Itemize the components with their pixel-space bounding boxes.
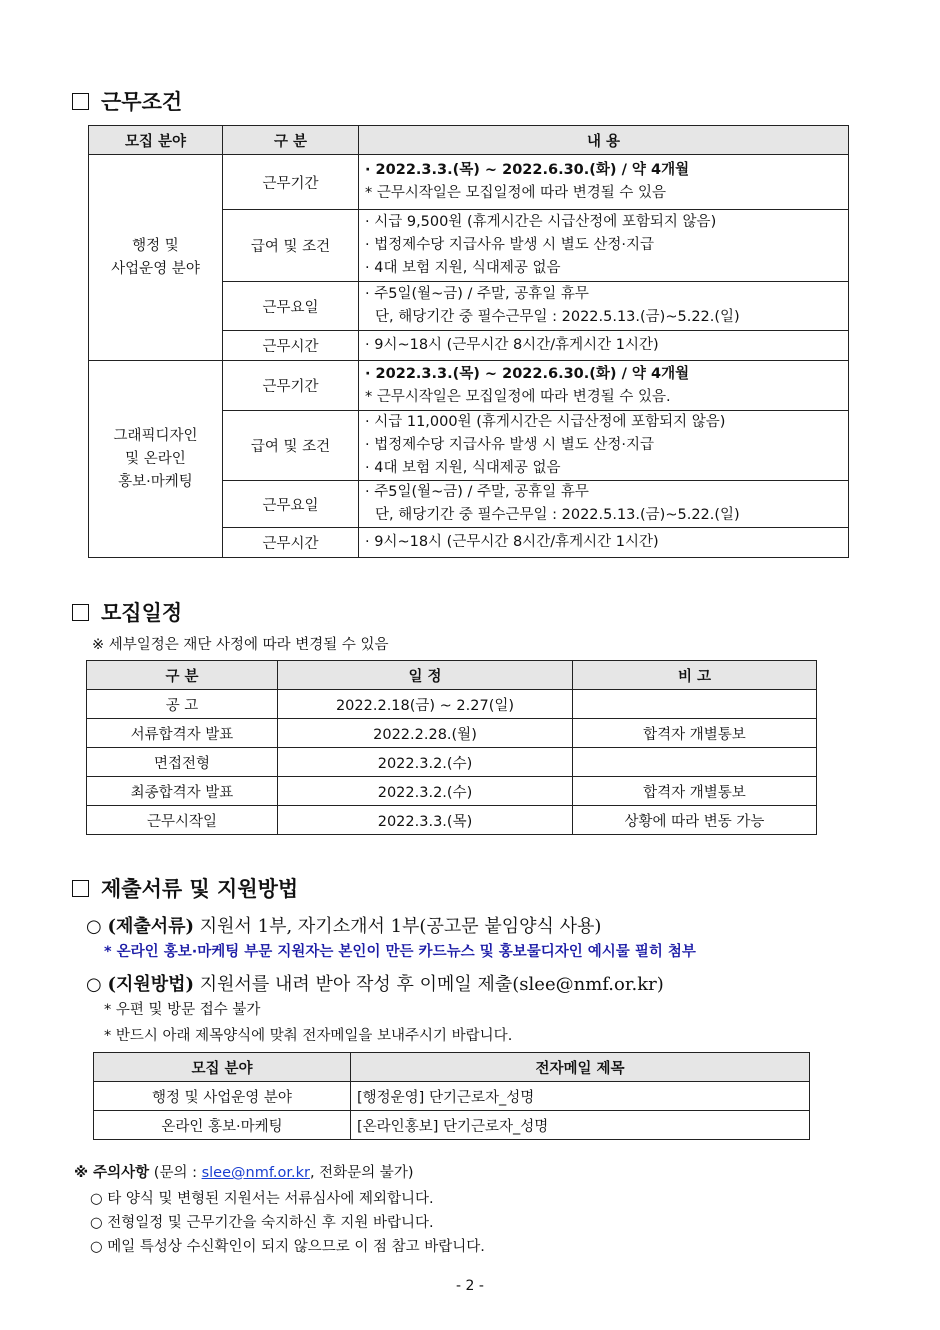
work-conditions-table bbox=[88, 125, 849, 558]
checkbox-square-icon bbox=[72, 604, 89, 621]
method-note: * 우편 및 방문 접수 불가 bbox=[104, 1002, 261, 1018]
row-content: · 9시~18시 (근무시간 8시간/휴게시간 1시간) bbox=[359, 331, 849, 361]
table-header: 구 분 bbox=[87, 661, 278, 690]
table-header: 구 분 bbox=[223, 126, 359, 155]
circle-bullet-icon: ○ bbox=[86, 974, 108, 995]
section-schedule bbox=[72, 597, 182, 627]
circle-bullet-icon: ○ bbox=[86, 916, 108, 937]
method-note: * 반드시 아래 제목양식에 맞춰 전자메일을 보내주시기 바랍니다. bbox=[104, 1028, 513, 1044]
section-title: 모집일정 bbox=[101, 600, 183, 625]
row-label: 근무시간 bbox=[223, 331, 359, 361]
table-row: 근무시작일 2022.3.3.(목) 상황에 따라 변동 가능 bbox=[87, 806, 817, 835]
row-label: 근무기간 bbox=[223, 155, 359, 210]
email-title-table bbox=[93, 1052, 810, 1140]
schedule-note: ※ 세부일정은 재단 사정에 따라 변경될 수 있음 bbox=[92, 637, 389, 653]
caution-item: ○ 전형일정 및 근무기간을 숙지하신 후 지원 바랍니다. bbox=[90, 1215, 434, 1231]
method-bullet: ○ (지원방법) 지원서를 내려 받아 작성 후 이메일 제출(slee@nmf.or.kr) bbox=[86, 974, 664, 995]
row-label: 급여 및 조건 bbox=[223, 411, 359, 481]
table-row: 면접전형 2022.3.2.(수) bbox=[87, 748, 817, 777]
section-title: 근무조건 bbox=[101, 89, 183, 114]
caution-item: ○ 타 양식 및 변형된 지원서는 서류심사에 제외합니다. bbox=[90, 1191, 434, 1207]
contact-email-link[interactable]: slee@nmf.or.kr bbox=[201, 1165, 310, 1181]
table-row: 최종합격자 발표 2022.3.2.(수) 합격자 개별통보 bbox=[87, 777, 817, 806]
row-content: · 주5일(월~금) / 주말, 공휴일 휴무 단, 해당기간 중 필수근무일 : 2022.5.13.(금)~5.22.(일) bbox=[359, 282, 849, 331]
caution-header: ※ 주의사항 (문의 : slee@nmf.or.kr, 전화문의 불가) bbox=[74, 1165, 414, 1181]
table-header: 모집 분야 bbox=[94, 1053, 351, 1082]
table-row: 서류합격자 발표 2022.2.28.(월) 합격자 개별통보 bbox=[87, 719, 817, 748]
table-header: 일 정 bbox=[278, 661, 573, 690]
table-row: 온라인 홍보·마케팅 [온라인홍보] 단기근로자_성명 bbox=[94, 1111, 810, 1140]
docs-note: * 온라인 홍보·마케팅 부문 지원자는 본인이 만든 카드뉴스 및 홍보물디자인 예시물 필히 첨부 bbox=[104, 944, 696, 960]
row-content: · 시급 11,000원 (휴게시간은 시급산정에 포함되지 않음) · 법정제수당 지급사유 발생 시 별도 산정·지급 · 4대 보험 지원, 식대제공 없음 bbox=[359, 411, 849, 481]
row-content: · 시급 9,500원 (휴게시간은 시급산정에 포함되지 않음) · 법정제수당 지급사유 발생 시 별도 산정·지급 · 4대 보험 지원, 식대제공 없음 bbox=[359, 210, 849, 282]
table-header: 내 용 bbox=[359, 126, 849, 155]
section-title: 제출서류 및 지원방법 bbox=[101, 876, 299, 901]
checkbox-square-icon bbox=[72, 93, 89, 110]
section-submission bbox=[72, 873, 298, 903]
field-cell: 행정 및 사업운영 분야 bbox=[89, 155, 223, 361]
section-work-conditions bbox=[72, 86, 182, 116]
row-label: 근무기간 bbox=[223, 361, 359, 411]
row-content: · 9시~18시 (근무시간 8시간/휴게시간 1시간) bbox=[359, 528, 849, 558]
row-content: · 2022.3.3.(목) ~ 2022.6.30.(화) / 약 4개월 * 근무시작일은 모집일정에 따라 변경될 수 있음 bbox=[359, 155, 849, 210]
table-header: 모집 분야 bbox=[89, 126, 223, 155]
docs-bullet: ○ (제출서류) 지원서 1부, 자기소개서 1부(공고문 붙임양식 사용) bbox=[86, 916, 602, 937]
table-row: 행정 및 사업운영 분야 [행정운영] 단기근로자_성명 bbox=[94, 1082, 810, 1111]
caution-item: ○ 메일 특성상 수신확인이 되지 않으므로 이 점 참고 바랍니다. bbox=[90, 1239, 485, 1255]
row-label: 근무요일 bbox=[223, 282, 359, 331]
table-header: 비 고 bbox=[573, 661, 817, 690]
row-content: · 2022.3.3.(목) ~ 2022.6.30.(화) / 약 4개월 * 근무시작일은 모집일정에 따라 변경될 수 있음. bbox=[359, 361, 849, 411]
row-label: 급여 및 조건 bbox=[223, 210, 359, 282]
schedule-table bbox=[86, 660, 817, 835]
row-label: 근무시간 bbox=[223, 528, 359, 558]
table-header: 전자메일 제목 bbox=[351, 1053, 810, 1082]
row-label: 근무요일 bbox=[223, 481, 359, 528]
checkbox-square-icon bbox=[72, 880, 89, 897]
table-row: 공 고 2022.2.18(금) ~ 2.27(일) bbox=[87, 690, 817, 719]
field-cell: 그래픽디자인 및 온라인 홍보·마케팅 bbox=[89, 361, 223, 558]
row-content: · 주5일(월~금) / 주말, 공휴일 휴무 단, 해당기간 중 필수근무일 : 2022.5.13.(금)~5.22.(일) bbox=[359, 481, 849, 528]
page-number: - 2 - bbox=[456, 1278, 484, 1294]
